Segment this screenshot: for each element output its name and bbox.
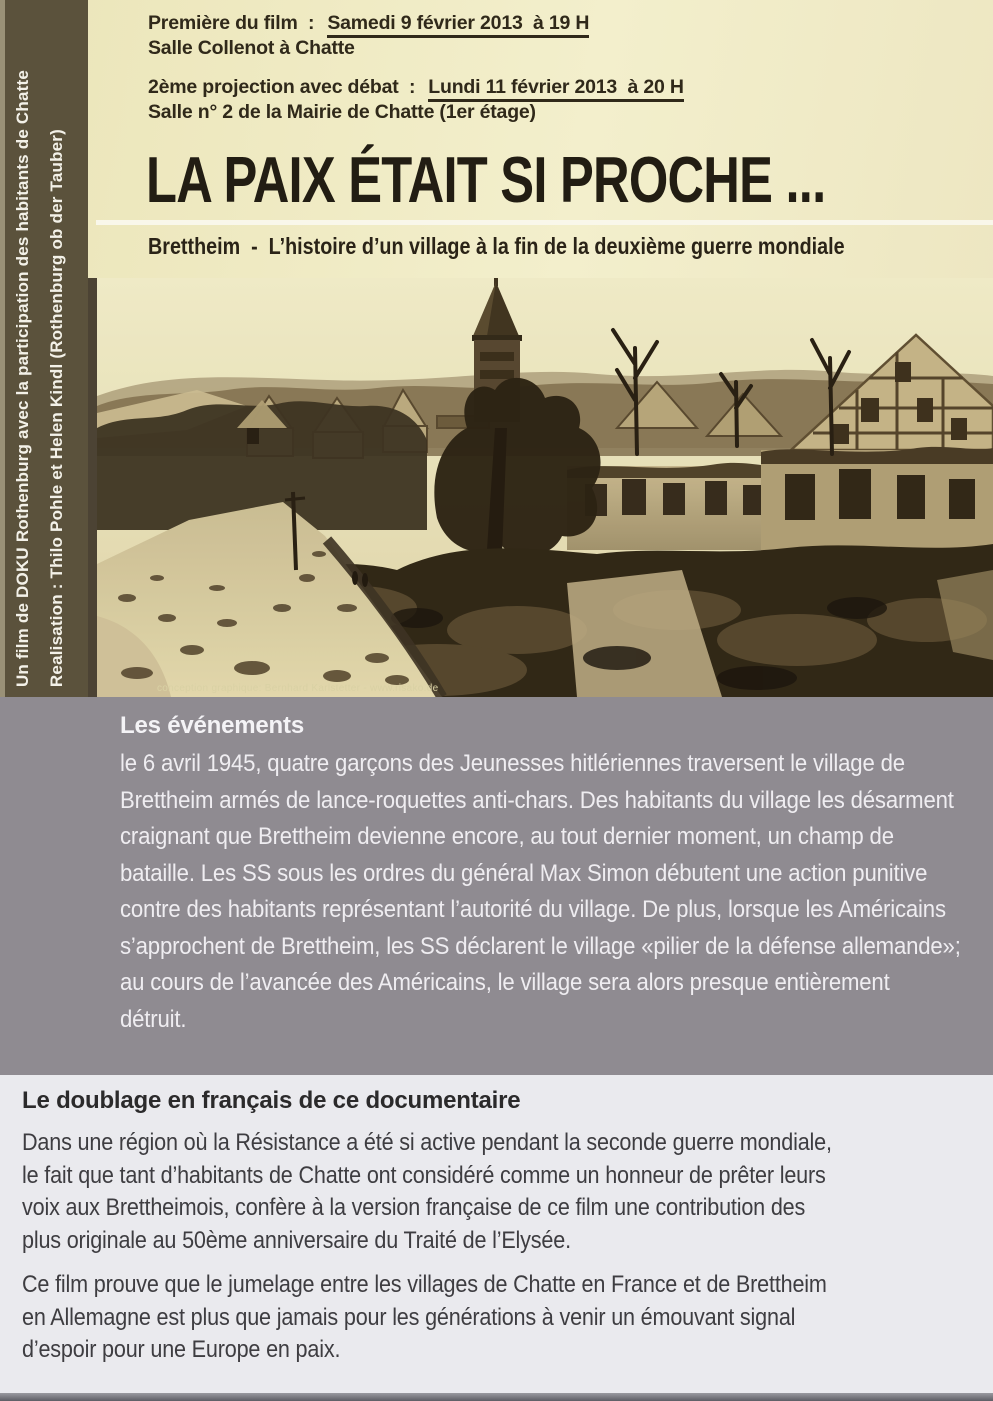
dubbing-heading: Le doublage en français de ce documentaire xyxy=(22,1087,521,1114)
sepia-overlay xyxy=(97,278,993,697)
credits-sidebar xyxy=(0,0,88,697)
dubbing-section xyxy=(0,1075,993,1401)
scan-edge-left xyxy=(0,0,5,697)
second-screening-line xyxy=(148,75,684,100)
dubbing-paragraph-1: Dans une région où la Résistance a été si active pendant la seconde guerre mondiale, le fait que tant d’habitants de Chatte ont considéré comme un honneur de prêter leurs voix aux Brettheimois, confère à la version française de ce film une contribution des plus originale au 50ème anniversaire du Traité de l’Elysée. xyxy=(22,1129,832,1254)
events-body: le 6 avril 1945, quatre garçons des Jeunesses hitlériennes traversent le village de Brettheim armés de lance-roquettes anti-chars. Des habitants du village les désarment craignant que Brettheim devienne encore, au tout dernier moment, un champ de bataille. Les SS sous les ordres du général Max Simon débutent une action punitive contre des habitants représentant l’autorité du village. De plus, lorsque les Américains s’approchent de Brettheim, les SS déclarent le village «pilier de la défense allemande»; au cours de l’avancée des Américains, le village sera alors presque entièrement détruit. xyxy=(120,750,961,1033)
dubbing-paragraph-2: Ce film prouve que le jumelage entre les villages de Chatte en France et de Brettheim en Allemagne est plus que jamais pour les générations à venir un émouvant signal d’espoir pour une Europe en paix. xyxy=(22,1271,827,1363)
title-divider xyxy=(96,220,993,225)
second-screening-venue: Salle n° 2 de la Mairie de Chatte (1er étage) xyxy=(148,100,536,123)
village-ruins-photo xyxy=(88,278,993,697)
screening-schedule xyxy=(148,11,684,124)
film-credit-line: Un film de DOKU Rothenburg avec la participation des habitants de Chatte xyxy=(13,69,32,687)
events-section xyxy=(0,697,993,1075)
premiere-datetime: Samedi 9 février 2013 à 19 H xyxy=(327,12,589,38)
realisation-credit-line: Realisation : Thilo Pohle et Helen Kindl (Rothenburg ob der Tauber) xyxy=(47,128,66,687)
second-screening-label: 2ème projection avec débat : xyxy=(148,76,416,98)
second-screening-datetime: Lundi 11 février 2013 à 20 H xyxy=(428,76,683,102)
village-ruins-illustration xyxy=(97,278,993,697)
scan-edge-bottom xyxy=(0,1393,993,1401)
photo-caption: conception graphique: Bernhard Karlstetter - www.risako.de xyxy=(157,683,439,694)
events-heading: Les événements xyxy=(120,712,304,739)
premiere-line xyxy=(148,11,684,36)
spacer xyxy=(148,60,684,75)
premiere-venue: Salle Collenot à Chatte xyxy=(148,36,355,59)
premiere-label: Première du film : xyxy=(148,12,315,34)
film-title: LA PAIX ÉTAIT SI PROCHE ... xyxy=(146,143,826,216)
film-subtitle: Brettheim - L’histoire d’un village à la fin de la deuxième guerre mondiale xyxy=(148,233,845,259)
header-section xyxy=(0,0,993,697)
